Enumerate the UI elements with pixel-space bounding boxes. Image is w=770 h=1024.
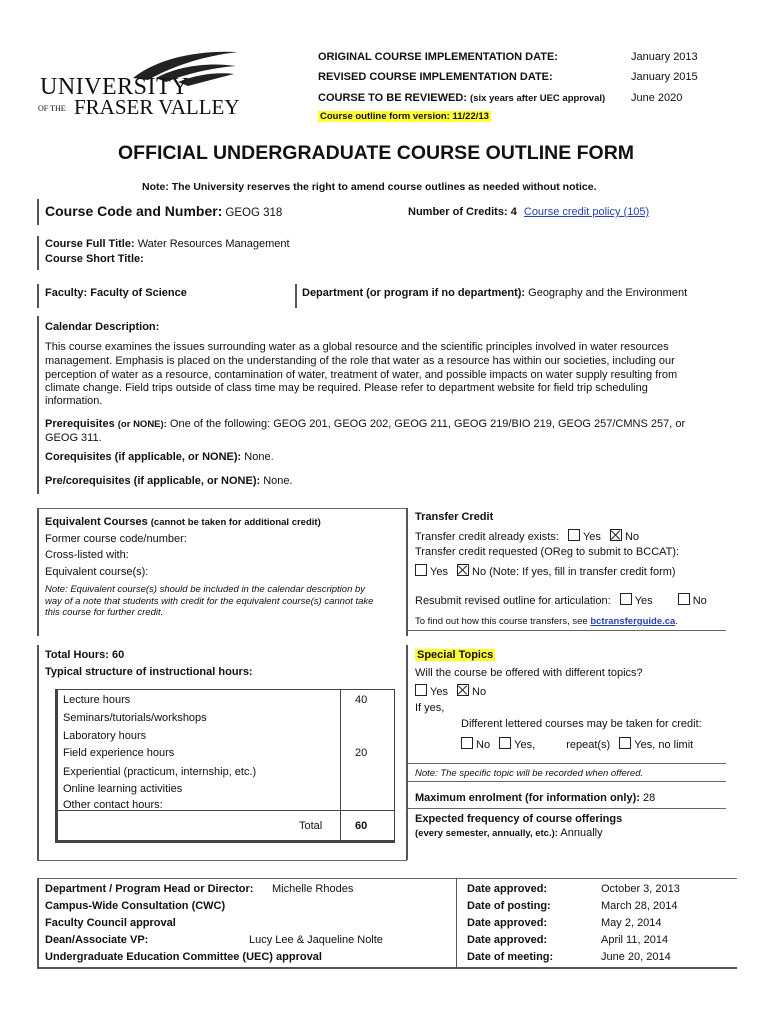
- yes-label: Yes: [430, 566, 448, 578]
- approval-label: Faculty Council approval: [45, 917, 176, 929]
- transfer-requested-row: [409, 564, 676, 578]
- header-review-row: [318, 92, 605, 104]
- hours-row-label: Laboratory hours: [63, 730, 147, 742]
- course-code-row: [45, 203, 282, 219]
- yes-label: Yes: [430, 686, 448, 698]
- credits-value: 4: [510, 206, 517, 218]
- resubmit-no-checkbox[interactable]: [678, 593, 690, 605]
- lettered-options-row: [455, 737, 693, 751]
- form-version: Course outline form version: 11/22/13: [320, 111, 489, 122]
- section-border: [37, 284, 39, 308]
- special-topics-label: Special Topics: [417, 649, 494, 661]
- header-review-value: June 2020: [631, 92, 683, 104]
- header-original-value: January 2013: [631, 51, 698, 63]
- divider: [37, 860, 407, 861]
- transfer-exists-yes-checkbox[interactable]: [568, 529, 580, 541]
- transfer-exists-no-checkbox[interactable]: [610, 529, 622, 541]
- header-revised-label: REVISED COURSE IMPLEMENTATION DATE:: [318, 71, 553, 83]
- credits-row: [408, 206, 649, 218]
- credit-policy-link[interactable]: Course credit policy (105): [523, 206, 650, 218]
- approval-value: Michelle Rhodes: [272, 883, 354, 895]
- divider: [37, 878, 737, 879]
- equivalent-label-row: [45, 516, 321, 528]
- date-value: June 20, 2014: [601, 951, 671, 963]
- hours-row-label: Online learning activities: [63, 783, 183, 795]
- coreq-row: [45, 451, 274, 463]
- hours-column-divider: [340, 690, 341, 840]
- faculty-row: [45, 287, 187, 299]
- section-border: [37, 508, 39, 636]
- prereq-label: Prerequisites: [45, 418, 115, 430]
- lettered-no-checkbox[interactable]: [461, 737, 473, 749]
- transfer-exists-label: Transfer credit already exists:: [415, 531, 559, 543]
- department-value: Geography and the Environment: [528, 287, 688, 299]
- precoreq-value: None.: [263, 475, 293, 487]
- lettered-yes-checkbox[interactable]: [499, 737, 511, 749]
- header-review-label: COURSE TO BE REVIEWED:: [318, 92, 467, 104]
- header-review-note: (six years after UEC approval): [470, 93, 606, 104]
- approval-label: Department / Program Head or Director:: [45, 883, 254, 895]
- bctransferguide-link[interactable]: bctransferguide.ca: [590, 616, 676, 627]
- hours-sum-label: Total: [299, 820, 323, 832]
- frequency-row: [415, 827, 603, 839]
- department-label: Department (or program if no department):: [302, 287, 526, 299]
- if-yes-label: If yes,: [415, 702, 445, 714]
- no-label: No: [624, 531, 640, 543]
- hours-row-label: Lecture hours: [63, 694, 131, 706]
- resubmit-row: [415, 593, 707, 607]
- repeat-label: repeat(s): [566, 739, 611, 751]
- max-enrolment-label: Maximum enrolment (for information only):: [415, 792, 640, 804]
- yes-label: Yes: [634, 595, 653, 607]
- date-label: Date approved:: [467, 917, 548, 929]
- calendar-line: information.: [45, 395, 103, 407]
- header-revised-value: January 2015: [631, 71, 698, 83]
- hours-row-label: Seminars/tutorials/workshops: [63, 712, 207, 724]
- hours-row-label: Field experience hours: [63, 747, 175, 759]
- section-border: [37, 236, 39, 270]
- logo-line2: FRASER VALLEY: [74, 95, 240, 119]
- total-hours-label: Total Hours:: [45, 649, 109, 661]
- special-yes-checkbox[interactable]: [415, 684, 427, 696]
- section-border: [37, 199, 39, 225]
- section-border: [406, 645, 408, 860]
- approval-label: Dean/Associate VP:: [45, 934, 149, 946]
- no-label: No: [692, 595, 707, 607]
- equivalent-courses-label: Equivalent course(s):: [45, 566, 149, 578]
- calendar-line: This course examines the issues surrounding water as a global resource and the scientific principles involved in water resources: [45, 341, 669, 353]
- lettered-no-limit-checkbox[interactable]: [619, 737, 631, 749]
- structure-label: Typical structure of instructional hours:: [45, 666, 253, 678]
- prereq-row: [45, 418, 685, 430]
- university-logo: [38, 48, 243, 120]
- section-border: [37, 645, 39, 860]
- divider: [37, 967, 737, 969]
- department-row: [302, 287, 687, 299]
- date-value: April 11, 2014: [601, 934, 669, 946]
- date-value: March 28, 2014: [601, 900, 678, 912]
- transfer-requested-note: No (Note: If yes, fill in transfer credit form): [472, 566, 676, 578]
- opt-no-label: No: [476, 739, 491, 751]
- full-title-label: Course Full Title:: [45, 238, 135, 250]
- frequency-label: Expected frequency of course offerings: [415, 813, 623, 825]
- find-out-label: To find out how this course transfers, see: [415, 616, 588, 627]
- date-label: Date of meeting:: [467, 951, 554, 963]
- section-border: [406, 508, 408, 636]
- calendar-line: perception of water as a resource, contamination of water, treatment of water, and possible impacts on water supply resulting from: [45, 369, 678, 381]
- date-value: October 3, 2013: [601, 883, 680, 895]
- yes-label: Yes: [582, 531, 601, 543]
- approval-label: Campus-Wide Consultation (CWC): [45, 900, 226, 912]
- short-title-label: Course Short Title:: [45, 253, 144, 265]
- credits-label: Number of Credits:: [408, 206, 508, 218]
- transfer-requested-yes-checkbox[interactable]: [415, 564, 427, 576]
- course-code-label: Course Code and Number:: [45, 203, 223, 219]
- precoreq-row: [45, 475, 293, 487]
- special-question: Will the course be offered with different topics?: [415, 667, 643, 679]
- logo-line1: UNIVERSITY: [40, 74, 189, 100]
- section-border: [37, 878, 39, 968]
- opt-yes-label: Yes,: [514, 739, 536, 751]
- opt-no-limit-label: Yes, no limit: [634, 739, 694, 751]
- find-out-row: To find out how this course transfers, see bctransferguide.ca.: [415, 616, 678, 627]
- full-title-value: Water Resources Management: [137, 238, 290, 250]
- resubmit-yes-checkbox[interactable]: [620, 593, 632, 605]
- section-border: [456, 878, 457, 968]
- short-title-row: [45, 253, 144, 265]
- course-code-value: GEOG 318: [225, 207, 283, 219]
- max-enrolment-value: 28: [642, 792, 656, 804]
- transfer-requested-label: Transfer credit requested (OReg to submit to BCCAT):: [415, 546, 680, 558]
- lettered-label: Different lettered courses may be taken for credit:: [461, 718, 702, 730]
- resubmit-label: Resubmit revised outline for articulation:: [415, 595, 611, 607]
- transfer-exists-row: [415, 529, 639, 543]
- header-original-label: ORIGINAL COURSE IMPLEMENTATION DATE:: [318, 51, 558, 63]
- faculty-value: Faculty of Science: [90, 287, 187, 299]
- total-hours-row: [45, 649, 124, 661]
- hours-row-label: Experiential (practicum, internship, etc.): [63, 766, 257, 778]
- hours-row-value: 20: [355, 747, 368, 759]
- no-label: No: [472, 686, 487, 698]
- coreq-label: Corequisites (if applicable, or NONE):: [45, 451, 242, 463]
- faculty-label: Faculty:: [45, 287, 88, 299]
- hours-sum-value: 60: [355, 820, 368, 832]
- divider: [406, 808, 726, 809]
- prereq-value: One of the following: GEOG 201, GEOG 202, GEOG 211, GEOG 219/BIO 219, GEOG 257/CMNS 257, or: [169, 418, 686, 430]
- divider: [37, 508, 407, 509]
- special-yesno-row: [409, 684, 486, 698]
- page-note: Note: The University reserves the right to amend course outlines as needed without notice.: [142, 181, 597, 193]
- equivalent-note-line: Note: Equivalent course(s) should be included in the calendar description by: [45, 584, 366, 595]
- hours-row-value: 40: [355, 694, 368, 706]
- date-label: Date of posting:: [467, 900, 551, 912]
- approval-label: Undergraduate Education Committee (UEC) approval: [45, 951, 322, 963]
- divider: [406, 781, 726, 782]
- special-note: Note: The specific topic will be recorded when offered.: [415, 768, 644, 779]
- former-course-label: Former course code/number:: [45, 533, 187, 545]
- section-border: [37, 316, 39, 494]
- precoreq-label: Pre/corequisites (if applicable, or NONE):: [45, 475, 261, 487]
- max-enrolment-row: [415, 792, 655, 804]
- divider: [406, 630, 726, 631]
- equivalent-label: Equivalent Courses: [45, 516, 148, 528]
- date-label: Date approved:: [467, 883, 548, 895]
- page-title: OFFICIAL UNDERGRADUATE COURSE OUTLINE FORM: [118, 142, 635, 164]
- equivalent-note-line: way of a note that students with credit for the equivalent course(s) cannot take: [45, 596, 374, 607]
- cross-listed-label: Cross-listed with:: [45, 549, 129, 561]
- full-title-row: [45, 238, 290, 250]
- logo-of-the: OF THE: [38, 104, 66, 113]
- calendar-label: Calendar Description:: [45, 321, 160, 333]
- section-border: [295, 284, 297, 308]
- transfer-label: Transfer Credit: [415, 511, 494, 523]
- date-label: Date approved:: [467, 934, 548, 946]
- equivalent-note-line: this course for further credit.: [45, 607, 164, 618]
- frequency-value: Annually: [560, 827, 603, 839]
- hours-row-label: Other contact hours:: [63, 799, 163, 811]
- calendar-line: climate change. Field trips outside of class time may be required. Please refer to department website for field trip scheduling: [45, 382, 648, 394]
- calendar-line: management. Emphasis is placed on the understanding of the role that water as a resource has within our societies, including our: [45, 355, 675, 367]
- frequency-note: (every semester, annually, etc.):: [415, 828, 558, 839]
- approval-value: Lucy Lee & Jaqueline Nolte: [249, 934, 383, 946]
- total-hours-value: 60: [112, 649, 125, 661]
- special-no-checkbox[interactable]: [457, 684, 469, 696]
- equivalent-label-note: (cannot be taken for additional credit): [150, 517, 321, 528]
- transfer-requested-no-checkbox[interactable]: [457, 564, 469, 576]
- prereq-label-note: (or NONE):: [117, 419, 167, 430]
- coreq-value: None.: [244, 451, 274, 463]
- divider: [406, 763, 726, 764]
- date-value: May 2, 2014: [601, 917, 662, 929]
- prereq-value-line2: GEOG 311.: [45, 432, 102, 444]
